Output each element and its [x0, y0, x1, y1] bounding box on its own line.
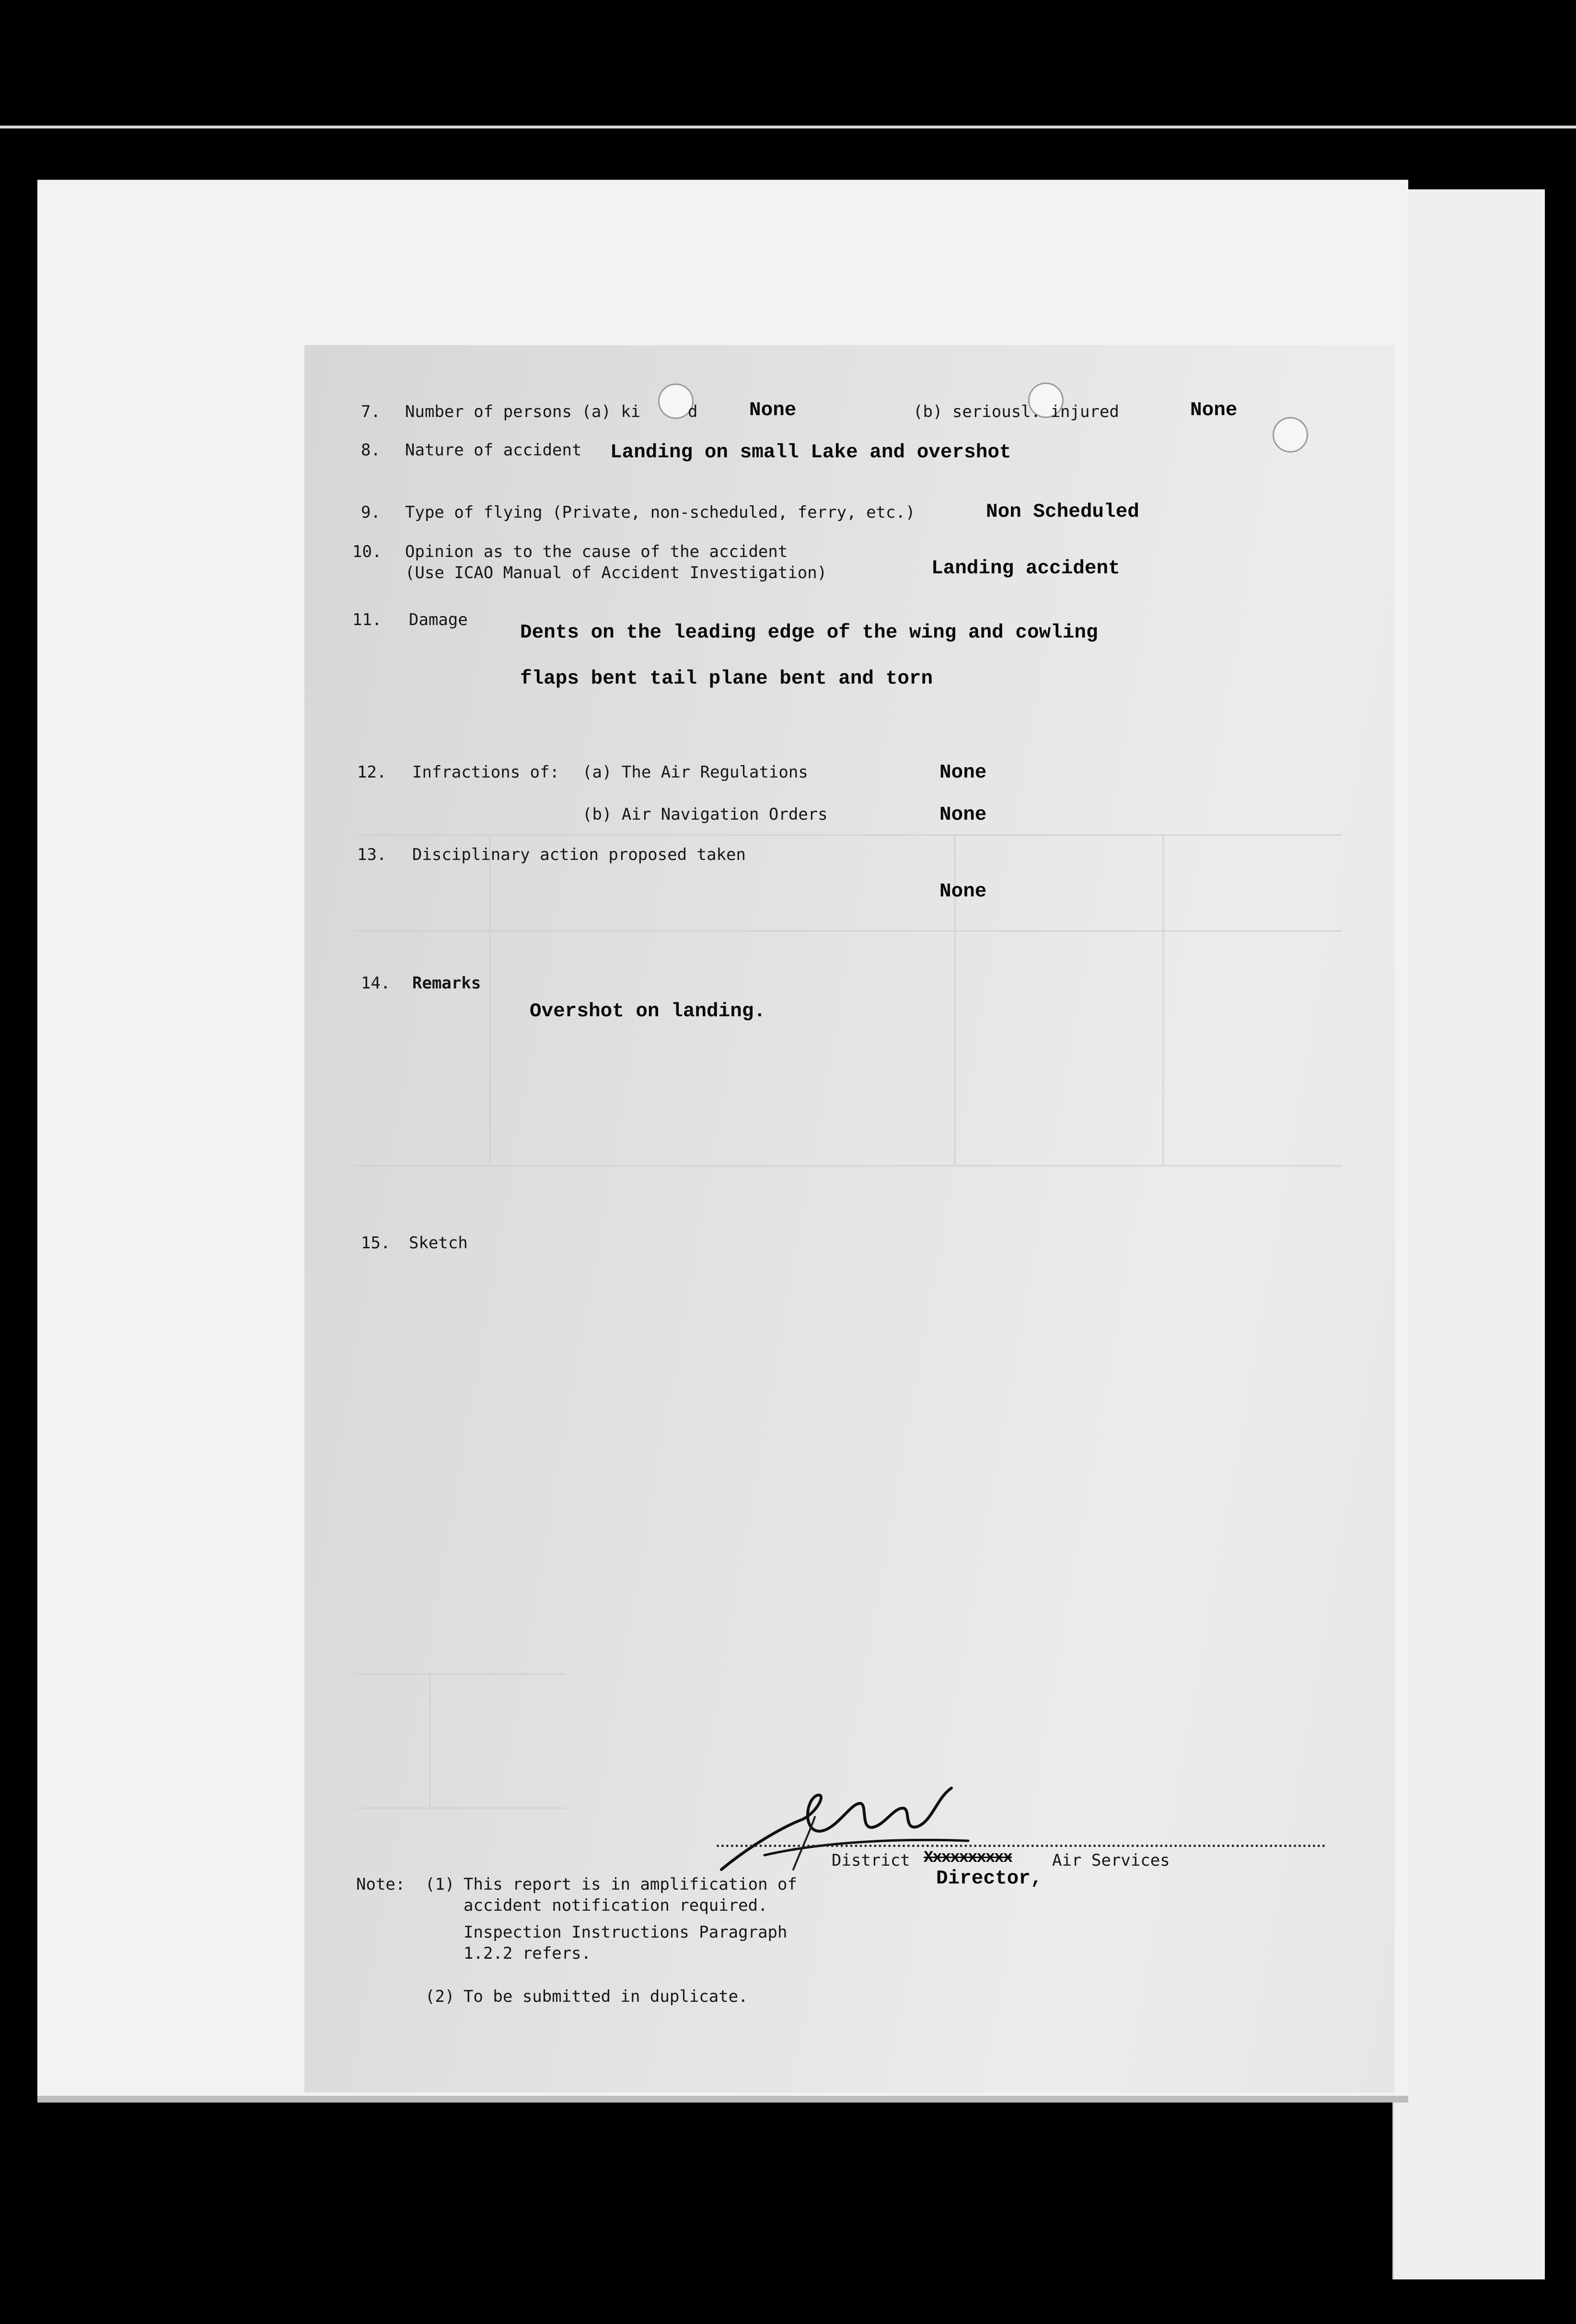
show-through-table [355, 1807, 566, 1809]
show-through-table [1162, 834, 1164, 1165]
damage-value-line: Dents on the leading edge of the wing and cowling [520, 622, 1098, 644]
show-through-table [355, 1673, 566, 1675]
item-label: Damage [409, 610, 468, 629]
item-label: (b) Air Navigation Orders [582, 805, 828, 824]
signature-title-correction: Director, [936, 1868, 1043, 1890]
item-number: 7. [361, 402, 381, 421]
item-number: 10. [352, 542, 382, 561]
note-text: This report is in amplification of [464, 1875, 797, 1894]
note-text: 1.2.2 refers. [464, 1944, 591, 1963]
nature-of-accident-value: Landing on small Lake and overshot [610, 442, 1011, 464]
note-text: To be submitted in duplicate. [464, 1987, 748, 2006]
punch-hole [1273, 417, 1308, 453]
scan-frame-line [0, 126, 1576, 128]
injured-value: None [1190, 399, 1238, 421]
item-label: (Use ICAO Manual of Accident Investigation) [405, 563, 827, 582]
air-regulations-value: None [939, 762, 987, 784]
scan-sheet-edge [37, 2096, 1408, 2103]
item-number: 13. [357, 845, 387, 864]
remarks-value: Overshot on landing. [530, 1000, 766, 1023]
struck-out-word: Xxxxxxxxxx [924, 1849, 1012, 1867]
show-through-table [355, 834, 1342, 836]
damage-value-line: flaps bent tail plane bent and torn [520, 668, 933, 690]
item-number: 15. [361, 1233, 391, 1253]
item-number: 11. [352, 610, 382, 629]
signature-title-suffix: Air Services [1052, 1851, 1170, 1870]
item-label: Disciplinary action proposed taken [412, 845, 746, 864]
item-label: d [688, 402, 698, 421]
item-number: 12. [357, 763, 387, 782]
item-label: Sketch [409, 1233, 468, 1253]
show-through-table [489, 834, 491, 1165]
report-page [304, 345, 1395, 2092]
item-label: Type of flying (Private, non-scheduled, ferry, etc.) [405, 503, 915, 522]
item-number: 14. [361, 974, 391, 993]
item-label: (b) seriousl. injured [913, 402, 1119, 421]
item-number: 9. [361, 503, 381, 522]
signature-line [717, 1845, 1325, 1847]
item-label: Opinion as to the cause of the accident [405, 542, 788, 561]
item-label: Number of persons (a) ki [405, 402, 641, 421]
item-label: Infractions of: [412, 763, 560, 782]
item-label: (a) The Air Regulations [582, 763, 808, 782]
note-label: Note: [356, 1875, 406, 1894]
cause-value: Landing accident [931, 558, 1120, 580]
show-through-table [355, 1165, 1342, 1167]
air-navigation-orders-value: None [939, 804, 987, 826]
note-text: accident notification required. [464, 1896, 768, 1915]
disciplinary-action-value: None [939, 881, 987, 903]
item-number: 8. [361, 441, 381, 460]
note-number: (2) [425, 1987, 455, 2006]
scan-adjacent-sheet [1392, 189, 1545, 2279]
type-of-flying-value: Non Scheduled [986, 501, 1139, 523]
show-through-table [355, 930, 1342, 932]
item-label: Remarks [412, 974, 481, 993]
signature-title-prefix: District [832, 1851, 910, 1870]
item-label: Nature of accident [405, 441, 582, 460]
show-through-table [429, 1673, 431, 1807]
killed-value: None [749, 399, 797, 421]
note-text: Inspection Instructions Paragraph [464, 1923, 788, 1942]
note-number: (1) [425, 1875, 455, 1894]
